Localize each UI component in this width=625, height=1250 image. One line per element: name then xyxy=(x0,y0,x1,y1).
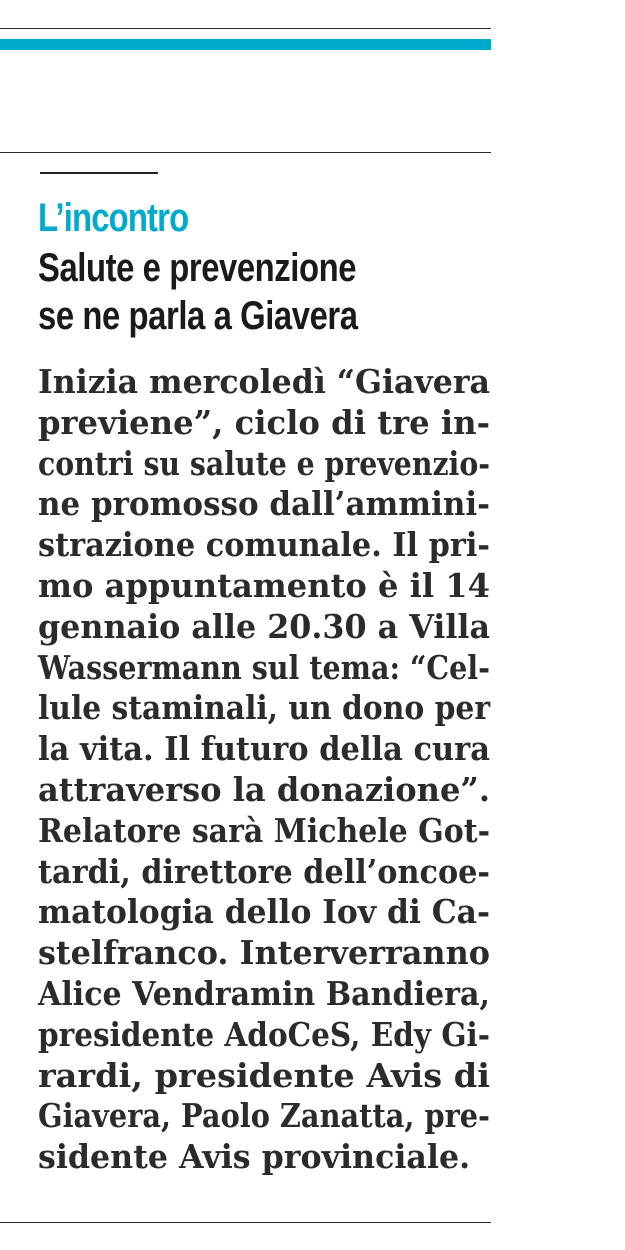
body-text-line xyxy=(38,729,490,770)
body-text: Wassermann sul tema: “Cel- xyxy=(38,647,490,687)
body-text-line xyxy=(38,688,490,729)
body-text: stelfranco. Interverranno xyxy=(38,933,490,973)
headline-line: se ne parla a Giavera xyxy=(38,294,358,338)
bottom-rule xyxy=(0,1222,491,1223)
top-thin-rule xyxy=(0,28,491,29)
body-text: Relatore sarà Michele Got- xyxy=(38,810,490,850)
body-text: gennaio alle 20.30 a Villa xyxy=(38,606,490,646)
body-text-line xyxy=(38,892,490,933)
body-text-line xyxy=(38,933,490,974)
body-text-line xyxy=(38,607,490,648)
body-text-line xyxy=(38,1137,490,1178)
body-text: Alice Vendramin Bandiera, xyxy=(38,973,490,1013)
body-text-line xyxy=(38,484,490,525)
column-divider-rule xyxy=(0,152,491,153)
body-text-line xyxy=(38,362,490,403)
body-text-line xyxy=(38,403,490,444)
kicker-rule xyxy=(40,172,158,174)
body-text: previene”, ciclo di tre in- xyxy=(38,402,490,442)
body-text-line xyxy=(38,1056,490,1097)
article-headline xyxy=(38,244,358,340)
article-body xyxy=(38,362,490,1178)
body-text-line xyxy=(38,648,490,689)
body-text: mo appuntamento è il 14 xyxy=(38,565,490,605)
body-text: la vita. Il futuro della cura xyxy=(38,729,490,769)
body-text: matologia dello Iov di Ca- xyxy=(38,892,490,932)
body-text: ne promosso dall’ammini- xyxy=(38,484,490,524)
body-text: Inizia mercoledì “Giavera xyxy=(38,362,490,401)
body-text-line xyxy=(38,811,490,852)
body-text: lule staminali, un dono per xyxy=(38,688,490,728)
body-text: presidente AdoCeS, Edy Gi- xyxy=(38,1014,490,1054)
body-text: Giavera, Paolo Zanatta, pre- xyxy=(38,1096,490,1136)
body-text-line xyxy=(38,770,490,811)
headline-line: Salute e prevenzione xyxy=(38,246,357,290)
body-text: tardi, direttore dell’oncoe- xyxy=(38,851,490,891)
body-text-line xyxy=(38,974,490,1015)
body-text-line xyxy=(38,1096,490,1137)
body-text-line xyxy=(38,852,490,893)
body-text: rardi, presidente Avis di xyxy=(38,1055,491,1095)
article-kicker: L’incontro xyxy=(38,196,189,240)
body-text-line xyxy=(38,1015,490,1056)
body-text-line xyxy=(38,525,490,566)
body-text: sidente Avis provinciale. xyxy=(38,1137,471,1177)
body-text-line xyxy=(38,566,490,607)
section-accent-bar xyxy=(0,39,491,50)
body-text: attraverso la donazione”. xyxy=(38,769,490,809)
body-text: contri su salute e prevenzio- xyxy=(38,443,490,483)
body-text-line xyxy=(38,444,490,485)
body-text: strazione comunale. Il pri- xyxy=(38,525,490,565)
